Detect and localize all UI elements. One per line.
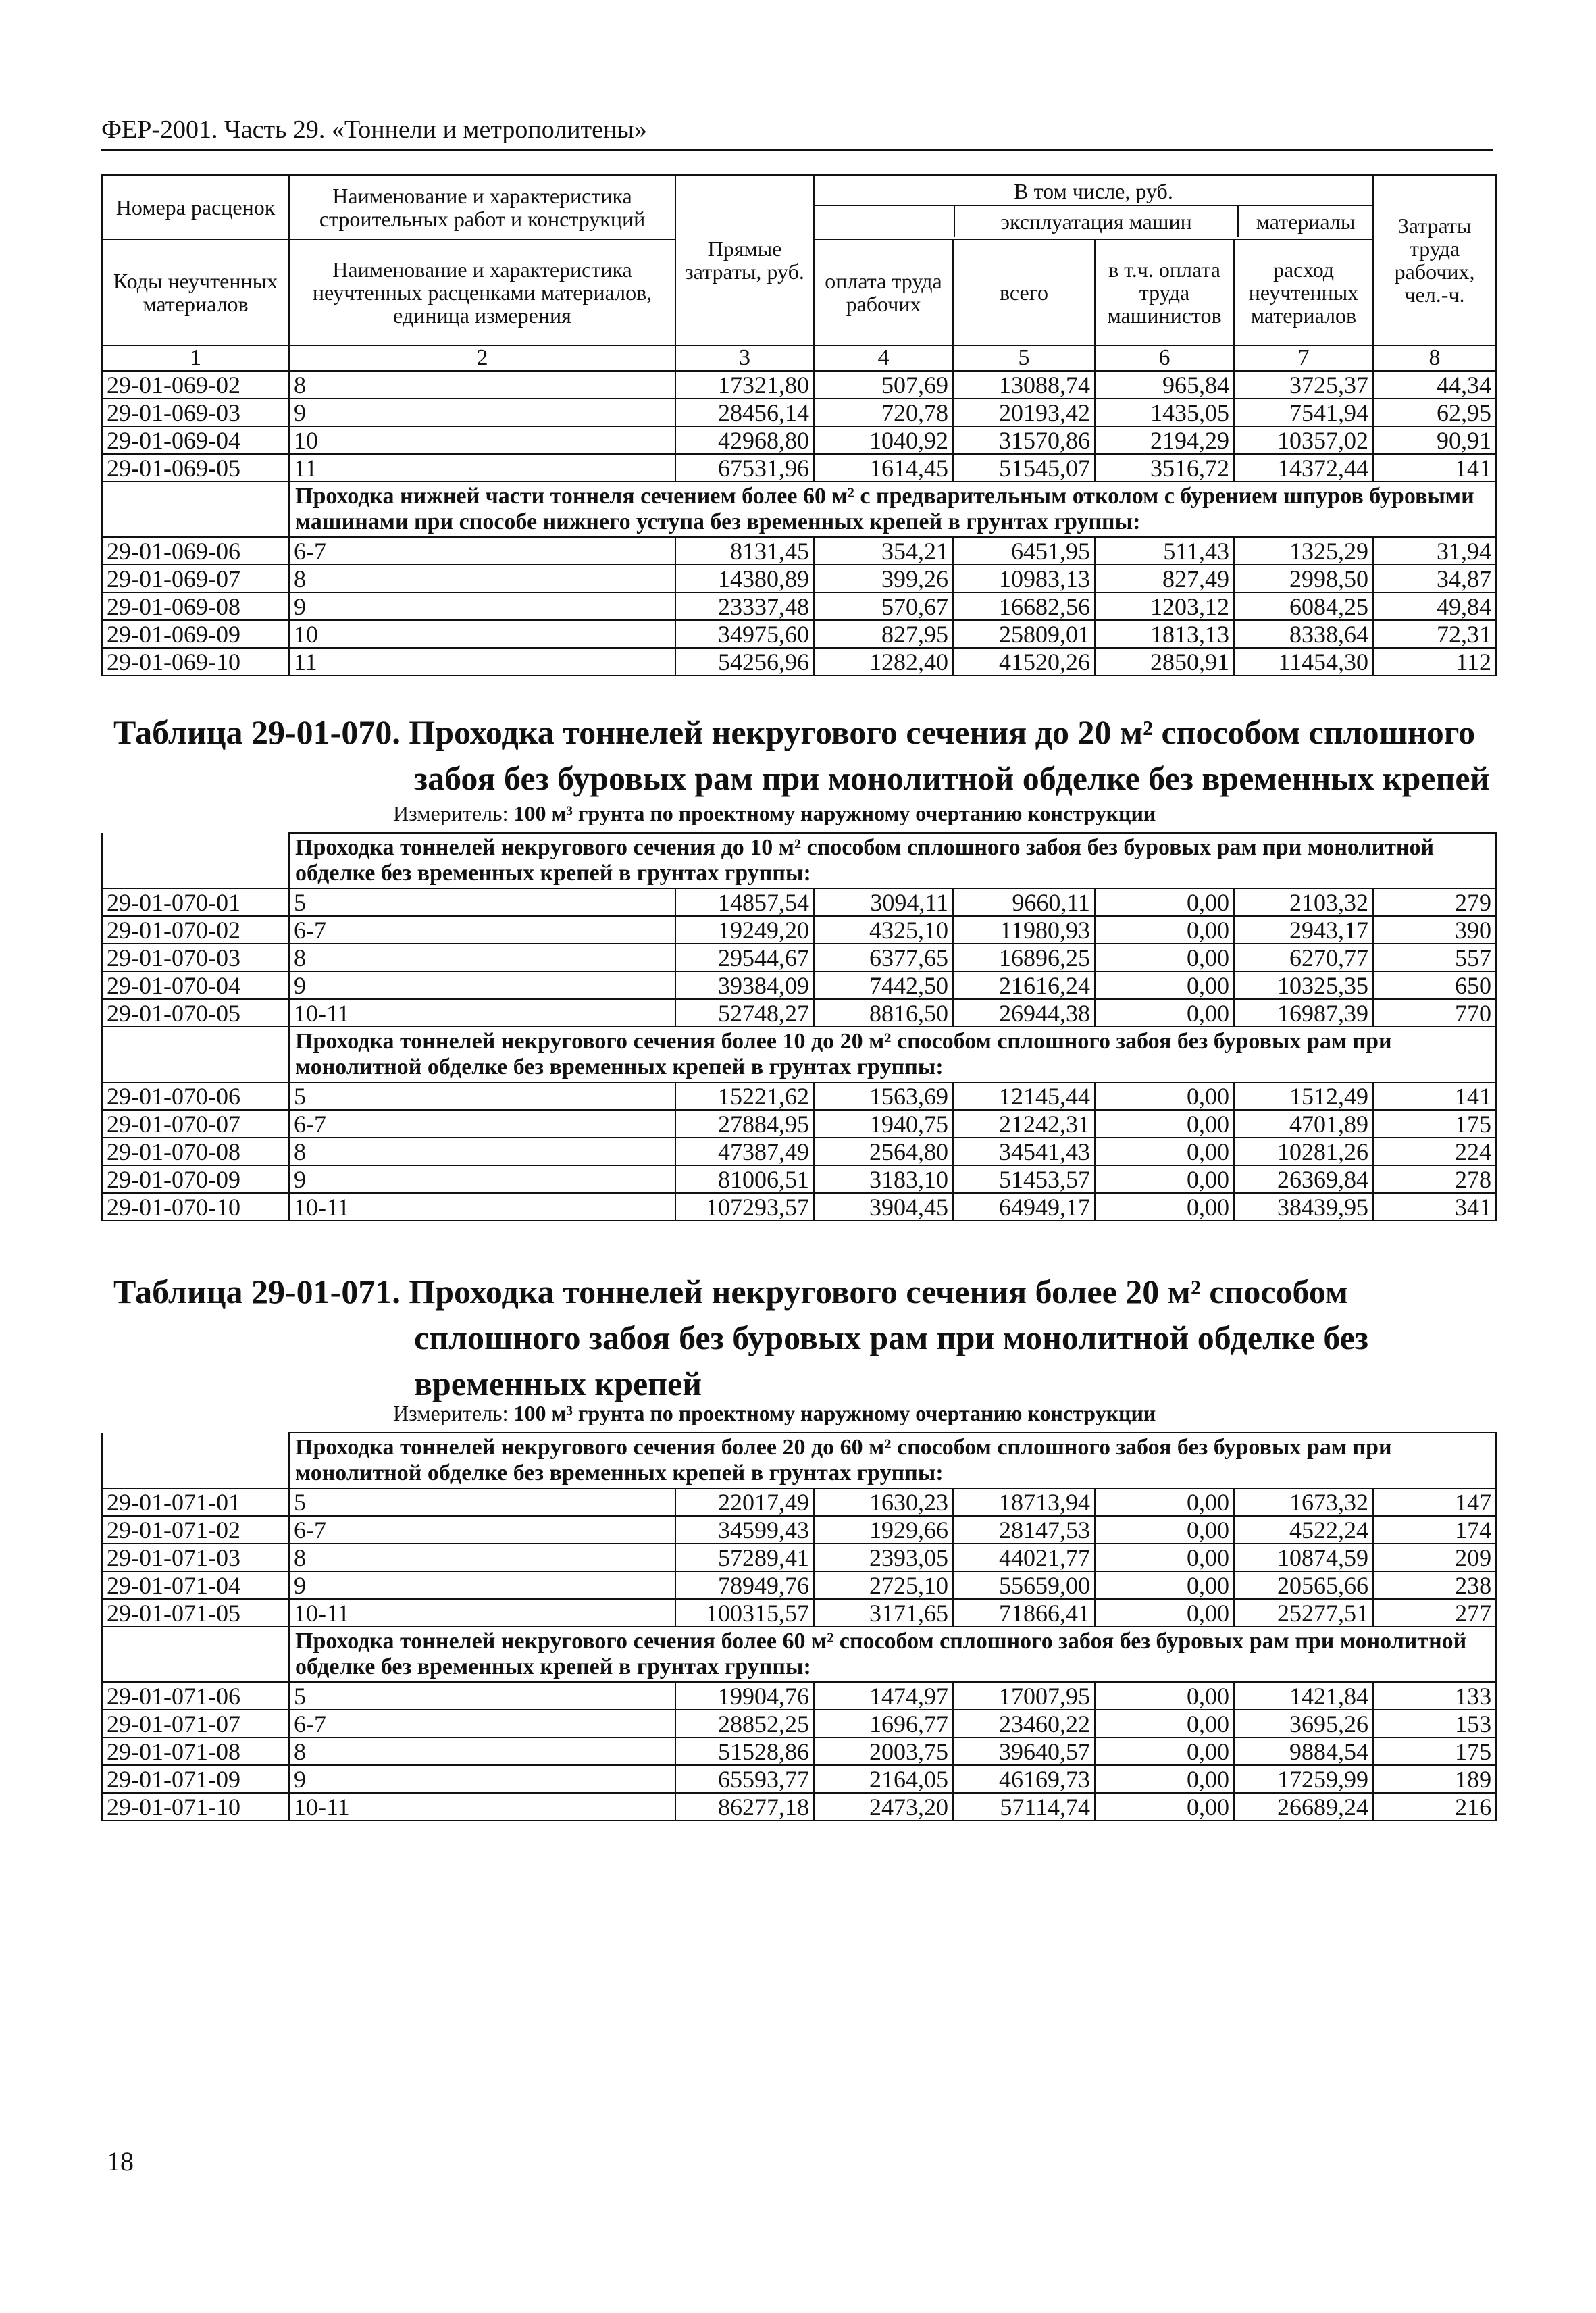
- rate-code: 29-01-071-07: [102, 1710, 289, 1737]
- table-row: [102, 1488, 1496, 1516]
- cost-value: 153: [1373, 1710, 1496, 1737]
- soil-group: 6-7: [289, 537, 675, 565]
- table-row: [102, 1110, 1496, 1138]
- col-incl-header: В том числе, руб. эксплуатация машин материалы: [814, 175, 1373, 240]
- rate-code: 29-01-071-01: [102, 1488, 289, 1516]
- cost-value: 1474,97: [814, 1682, 953, 1710]
- cost-value: 15221,62: [675, 1082, 814, 1110]
- col-index: 5: [953, 345, 1095, 371]
- col-index: 2: [289, 345, 675, 371]
- cost-value: 8131,45: [675, 537, 814, 565]
- rate-code: 29-01-070-10: [102, 1193, 289, 1221]
- cost-value: 3725,37: [1234, 371, 1373, 399]
- cost-value: 16682,56: [953, 592, 1095, 620]
- cost-value: 3171,65: [814, 1599, 953, 1627]
- col-index: 4: [814, 345, 953, 371]
- table-row: [102, 648, 1496, 676]
- cost-value: 21242,31: [953, 1110, 1095, 1138]
- table-row: [102, 1710, 1496, 1737]
- cost-value: 1929,66: [814, 1516, 953, 1544]
- table-row: [102, 426, 1496, 454]
- rate-code: 29-01-070-04: [102, 971, 289, 999]
- cost-value: 41520,26: [953, 648, 1095, 676]
- cost-value: 51528,86: [675, 1737, 814, 1765]
- cost-value: 47387,49: [675, 1138, 814, 1165]
- rate-code: 29-01-071-02: [102, 1516, 289, 1544]
- soil-group: 8: [289, 1737, 675, 1765]
- cost-value: 42968,80: [675, 426, 814, 454]
- cost-value: 827,49: [1095, 565, 1234, 592]
- cost-value: 1673,32: [1234, 1488, 1373, 1516]
- cost-value: 507,69: [814, 371, 953, 399]
- cost-value: 4701,89: [1234, 1110, 1373, 1138]
- col-labor-cost-header: Затраты труда рабочих, чел.-ч.: [1373, 175, 1496, 345]
- rates-table-070: [101, 832, 1497, 1221]
- cost-value: 4522,24: [1234, 1516, 1373, 1544]
- page-header: ФЕР-2001. Часть 29. «Тоннели и метрополитены»: [101, 113, 1493, 151]
- cost-value: 2564,80: [814, 1138, 953, 1165]
- cost-value: 1325,29: [1234, 537, 1373, 565]
- cost-value: 0,00: [1095, 971, 1234, 999]
- soil-group: 10-11: [289, 1793, 675, 1821]
- cost-value: 71866,41: [953, 1599, 1095, 1627]
- rate-code: 29-01-069-02: [102, 371, 289, 399]
- cost-value: 26369,84: [1234, 1165, 1373, 1193]
- cost-value: 64949,17: [953, 1193, 1095, 1221]
- cost-value: 557: [1373, 944, 1496, 971]
- soil-group: 10-11: [289, 999, 675, 1027]
- soil-group: 5: [289, 1488, 675, 1516]
- col-machines-total-header: всего: [953, 240, 1095, 345]
- soil-group: 5: [289, 1082, 675, 1110]
- cost-value: 19904,76: [675, 1682, 814, 1710]
- cost-value: 0,00: [1095, 1737, 1234, 1765]
- cost-value: 141: [1373, 454, 1496, 482]
- cost-value: 0,00: [1095, 1516, 1234, 1544]
- rate-code: 29-01-069-04: [102, 426, 289, 454]
- cost-value: 13088,74: [953, 371, 1095, 399]
- cost-value: 6084,25: [1234, 592, 1373, 620]
- cost-value: 354,21: [814, 537, 953, 565]
- rate-code: 29-01-070-03: [102, 944, 289, 971]
- soil-group: 9: [289, 399, 675, 426]
- section-heading: Проходка тоннелей некругового сечения более 60 м² способом сплошного забоя без буровых рам при монолитной обделке без временных крепей в грунтах группы:: [289, 1627, 1496, 1682]
- cost-value: 14380,89: [675, 565, 814, 592]
- cost-value: 44021,77: [953, 1544, 1095, 1571]
- cost-value: 827,95: [814, 620, 953, 648]
- page-number: 18: [107, 2146, 134, 2177]
- cost-value: 10357,02: [1234, 426, 1373, 454]
- soil-group: 8: [289, 1544, 675, 1571]
- cost-value: 0,00: [1095, 916, 1234, 944]
- cost-value: 2725,10: [814, 1571, 953, 1599]
- cost-value: 2998,50: [1234, 565, 1373, 592]
- soil-group: 8: [289, 565, 675, 592]
- table-row: [102, 1599, 1496, 1627]
- cost-value: 1614,45: [814, 454, 953, 482]
- cost-value: 19249,20: [675, 916, 814, 944]
- cost-value: 17007,95: [953, 1682, 1095, 1710]
- table-title-071: Таблица 29-01-071. Проходка тоннелей некругового сечения более 20 м² способом сплошного забоя без буровых рам при монолитной обделке без временных крепей: [113, 1273, 1368, 1402]
- cost-value: 1282,40: [814, 648, 953, 676]
- cost-value: 10325,35: [1234, 971, 1373, 999]
- table-row: [102, 944, 1496, 971]
- cost-value: 39384,09: [675, 971, 814, 999]
- soil-group: 6-7: [289, 1110, 675, 1138]
- col-num-header: Номера расценок: [102, 175, 289, 240]
- soil-group: 11: [289, 648, 675, 676]
- cost-value: 175: [1373, 1110, 1496, 1138]
- col-materials-header: расход неучтенных материалов: [1234, 240, 1373, 345]
- table-row: [102, 592, 1496, 620]
- cost-value: 54256,96: [675, 648, 814, 676]
- table-title-070: Таблица 29-01-070. Проходка тоннелей некругового сечения до 20 м² способом сплошного забоя без буровых рам при монолитной обделке без временных крепей: [113, 713, 1490, 797]
- soil-group: 9: [289, 592, 675, 620]
- cost-value: 55659,00: [953, 1571, 1095, 1599]
- soil-group: 8: [289, 944, 675, 971]
- cost-value: 62,95: [1373, 399, 1496, 426]
- soil-group: 9: [289, 1165, 675, 1193]
- cost-value: 14372,44: [1234, 454, 1373, 482]
- cost-value: 9884,54: [1234, 1737, 1373, 1765]
- cost-value: 112: [1373, 648, 1496, 676]
- soil-group: 9: [289, 1571, 675, 1599]
- cost-value: 20193,42: [953, 399, 1095, 426]
- cost-value: 25809,01: [953, 620, 1095, 648]
- cost-value: 1512,49: [1234, 1082, 1373, 1110]
- cost-value: 86277,18: [675, 1793, 814, 1821]
- cost-value: 90,91: [1373, 426, 1496, 454]
- rate-code: 29-01-069-07: [102, 565, 289, 592]
- cost-value: 0,00: [1095, 999, 1234, 1027]
- cost-value: 0,00: [1095, 1138, 1234, 1165]
- table-row: [102, 999, 1496, 1027]
- cost-value: 720,78: [814, 399, 953, 426]
- cost-value: 67531,96: [675, 454, 814, 482]
- rate-code: 29-01-070-06: [102, 1082, 289, 1110]
- cost-value: 2103,32: [1234, 888, 1373, 916]
- cost-value: 31570,86: [953, 426, 1095, 454]
- cost-value: 224: [1373, 1138, 1496, 1165]
- cost-value: 20565,66: [1234, 1571, 1373, 1599]
- cost-value: 26944,38: [953, 999, 1095, 1027]
- table-row: [102, 371, 1496, 399]
- soil-group: 8: [289, 1138, 675, 1165]
- rate-code: 29-01-071-09: [102, 1765, 289, 1793]
- cost-value: 51453,57: [953, 1165, 1095, 1193]
- cost-value: 2473,20: [814, 1793, 953, 1821]
- soil-group: 9: [289, 971, 675, 999]
- cost-value: 0,00: [1095, 1110, 1234, 1138]
- cost-value: 78949,76: [675, 1571, 814, 1599]
- cost-value: 1696,77: [814, 1710, 953, 1737]
- cost-value: 34,87: [1373, 565, 1496, 592]
- table-row: [102, 1544, 1496, 1571]
- col-index: 3: [675, 345, 814, 371]
- col-direct-header: Прямые затраты, руб.: [675, 175, 814, 345]
- cost-value: 390: [1373, 916, 1496, 944]
- table-row: [102, 1193, 1496, 1221]
- cost-value: 133: [1373, 1682, 1496, 1710]
- soil-group: 10: [289, 426, 675, 454]
- cost-value: 1813,13: [1095, 620, 1234, 648]
- soil-group: 10-11: [289, 1193, 675, 1221]
- cost-value: 147: [1373, 1488, 1496, 1516]
- cost-value: 72,31: [1373, 620, 1496, 648]
- cost-value: 23337,48: [675, 592, 814, 620]
- rate-code: 29-01-071-06: [102, 1682, 289, 1710]
- cost-value: 28852,25: [675, 1710, 814, 1737]
- cost-value: 0,00: [1095, 1544, 1234, 1571]
- soil-group: 8: [289, 371, 675, 399]
- table-row: [102, 1737, 1496, 1765]
- cost-value: 4325,10: [814, 916, 953, 944]
- table-row: [102, 1765, 1496, 1793]
- cost-value: 34541,43: [953, 1138, 1095, 1165]
- cost-value: 570,67: [814, 592, 953, 620]
- cost-value: 174: [1373, 1516, 1496, 1544]
- cost-value: 7442,50: [814, 971, 953, 999]
- cost-value: 175: [1373, 1737, 1496, 1765]
- rate-code: 29-01-069-06: [102, 537, 289, 565]
- cost-value: 17259,99: [1234, 1765, 1373, 1793]
- table-row: [102, 1682, 1496, 1710]
- soil-group: 10: [289, 620, 675, 648]
- rates-table-071: [101, 1432, 1497, 1821]
- cost-value: 31,94: [1373, 537, 1496, 565]
- col-machines-pay-header: в т.ч. оплата труда машинистов: [1095, 240, 1234, 345]
- section-heading: Проходка тоннелей некругового сечения более 20 до 60 м² способом сплошного забоя без буровых рам при монолитной обделке без временных крепей в грунтах группы:: [289, 1433, 1496, 1488]
- cost-value: 28147,53: [953, 1516, 1095, 1544]
- cost-value: 0,00: [1095, 1165, 1234, 1193]
- cost-value: 1630,23: [814, 1488, 953, 1516]
- cost-value: 1040,92: [814, 426, 953, 454]
- cost-value: 38439,95: [1234, 1193, 1373, 1221]
- soil-group: 6-7: [289, 916, 675, 944]
- cost-value: 18713,94: [953, 1488, 1095, 1516]
- section-heading: Проходка нижней части тоннеля сечением более 60 м² с предварительным отколом с бурением шпуров буровыми машинами при способе нижнего уступа без временных крепей в грунтах группы:: [289, 482, 1496, 537]
- rate-code: 29-01-071-05: [102, 1599, 289, 1627]
- cost-value: 1203,12: [1095, 592, 1234, 620]
- cost-value: 11980,93: [953, 916, 1095, 944]
- col-code-header: Коды неучтенных материалов: [102, 240, 289, 345]
- cost-value: 238: [1373, 1571, 1496, 1599]
- cost-value: 10983,13: [953, 565, 1095, 592]
- measure-unit: Измеритель: 100 м³ грунта по проектному наружному очертанию конструкции: [393, 801, 1156, 825]
- cost-value: 0,00: [1095, 1682, 1234, 1710]
- cost-value: 6451,95: [953, 537, 1095, 565]
- col-index: 8: [1373, 345, 1496, 371]
- cost-value: 11454,30: [1234, 648, 1373, 676]
- rate-code: 29-01-070-02: [102, 916, 289, 944]
- rate-code: 29-01-071-10: [102, 1793, 289, 1821]
- cost-value: 1435,05: [1095, 399, 1234, 426]
- soil-group: 6-7: [289, 1516, 675, 1544]
- table-row: [102, 399, 1496, 426]
- cost-value: 1940,75: [814, 1110, 953, 1138]
- cost-value: 16987,39: [1234, 999, 1373, 1027]
- rate-code: 29-01-070-07: [102, 1110, 289, 1138]
- cost-value: 2194,29: [1095, 426, 1234, 454]
- cost-value: 46169,73: [953, 1765, 1095, 1793]
- col-index: 7: [1234, 345, 1373, 371]
- rate-code: 29-01-069-03: [102, 399, 289, 426]
- cost-value: 26689,24: [1234, 1793, 1373, 1821]
- section-heading: Проходка тоннелей некругового сечения более 10 до 20 м² способом сплошного забоя без буровых рам при монолитной обделке без временных крепей в грунтах группы:: [289, 1027, 1496, 1082]
- rate-code: 29-01-070-08: [102, 1138, 289, 1165]
- rate-code: 29-01-070-01: [102, 888, 289, 916]
- cost-value: 209: [1373, 1544, 1496, 1571]
- table-row: [102, 1138, 1496, 1165]
- cost-value: 277: [1373, 1599, 1496, 1627]
- table-row: [102, 1793, 1496, 1821]
- soil-group: 9: [289, 1765, 675, 1793]
- cost-value: 3904,45: [814, 1193, 953, 1221]
- cost-value: 3183,10: [814, 1165, 953, 1193]
- measure-unit: Измеритель: 100 м³ грунта по проектному наружному очертанию конструкции: [393, 1401, 1156, 1425]
- cost-value: 6377,65: [814, 944, 953, 971]
- rate-code: 29-01-070-05: [102, 999, 289, 1027]
- col-name-header: Наименование и характеристика строительных работ и конструкций: [289, 175, 675, 240]
- cost-value: 1563,69: [814, 1082, 953, 1110]
- cost-value: 0,00: [1095, 1082, 1234, 1110]
- cost-value: 0,00: [1095, 1599, 1234, 1627]
- cost-value: 3516,72: [1095, 454, 1234, 482]
- cost-value: 965,84: [1095, 371, 1234, 399]
- cost-value: 34975,60: [675, 620, 814, 648]
- cost-value: 279: [1373, 888, 1496, 916]
- table-row: [102, 454, 1496, 482]
- cost-value: 17321,80: [675, 371, 814, 399]
- cost-value: 0,00: [1095, 1793, 1234, 1821]
- cost-value: 2003,75: [814, 1737, 953, 1765]
- table-row: [102, 620, 1496, 648]
- cost-value: 0,00: [1095, 1193, 1234, 1221]
- cost-value: 399,26: [814, 565, 953, 592]
- cost-value: 27884,95: [675, 1110, 814, 1138]
- cost-value: 0,00: [1095, 944, 1234, 971]
- cost-value: 6270,77: [1234, 944, 1373, 971]
- cost-value: 100315,57: [675, 1599, 814, 1627]
- cost-value: 57289,41: [675, 1544, 814, 1571]
- cost-value: 341: [1373, 1193, 1496, 1221]
- cost-value: 8816,50: [814, 999, 953, 1027]
- table-row: [102, 537, 1496, 565]
- cost-value: 49,84: [1373, 592, 1496, 620]
- rate-code: 29-01-069-10: [102, 648, 289, 676]
- soil-group: 10-11: [289, 1599, 675, 1627]
- cost-value: 216: [1373, 1793, 1496, 1821]
- table-row: [102, 916, 1496, 944]
- rate-code: 29-01-069-05: [102, 454, 289, 482]
- cost-value: 2164,05: [814, 1765, 953, 1793]
- cost-value: 7541,94: [1234, 399, 1373, 426]
- cost-value: 3094,11: [814, 888, 953, 916]
- cost-value: 44,34: [1373, 371, 1496, 399]
- cost-value: 57114,74: [953, 1793, 1095, 1821]
- rate-code: 29-01-069-09: [102, 620, 289, 648]
- soil-group: 5: [289, 1682, 675, 1710]
- rate-code: 29-01-070-09: [102, 1165, 289, 1193]
- cost-value: 34599,43: [675, 1516, 814, 1544]
- cost-value: 29544,67: [675, 944, 814, 971]
- cost-value: 22017,49: [675, 1488, 814, 1516]
- table-row: [102, 1571, 1496, 1599]
- cost-value: 9660,11: [953, 888, 1095, 916]
- cost-value: 2850,91: [1095, 648, 1234, 676]
- cost-value: 52748,27: [675, 999, 814, 1027]
- cost-value: 12145,44: [953, 1082, 1095, 1110]
- cost-value: 770: [1373, 999, 1496, 1027]
- cost-value: 1421,84: [1234, 1682, 1373, 1710]
- cost-value: 28456,14: [675, 399, 814, 426]
- rate-code: 29-01-069-08: [102, 592, 289, 620]
- col-index: 6: [1095, 345, 1234, 371]
- cost-value: 0,00: [1095, 1571, 1234, 1599]
- cost-value: 0,00: [1095, 888, 1234, 916]
- cost-value: 511,43: [1095, 537, 1234, 565]
- cost-value: 51545,07: [953, 454, 1095, 482]
- cost-value: 21616,24: [953, 971, 1095, 999]
- cost-value: 23460,22: [953, 1710, 1095, 1737]
- cost-value: 2393,05: [814, 1544, 953, 1571]
- cost-value: 278: [1373, 1165, 1496, 1193]
- table-row: [102, 1082, 1496, 1110]
- col-index: 1: [102, 345, 289, 371]
- cost-value: 3695,26: [1234, 1710, 1373, 1737]
- cost-value: 141: [1373, 1082, 1496, 1110]
- table-row: [102, 1165, 1496, 1193]
- table-row: [102, 971, 1496, 999]
- section-heading: Проходка тоннелей некругового сечения до 10 м² способом сплошного забоя без буровых рам при монолитной обделке без временных крепей в грунтах группы:: [289, 833, 1496, 888]
- cost-value: 0,00: [1095, 1710, 1234, 1737]
- table-row: [102, 565, 1496, 592]
- soil-group: 5: [289, 888, 675, 916]
- cost-value: 14857,54: [675, 888, 814, 916]
- table-row: [102, 1516, 1496, 1544]
- cost-value: 10874,59: [1234, 1544, 1373, 1571]
- cost-value: 10281,26: [1234, 1138, 1373, 1165]
- cost-value: 39640,57: [953, 1737, 1095, 1765]
- cost-value: 650: [1373, 971, 1496, 999]
- soil-group: 6-7: [289, 1710, 675, 1737]
- table-row: [102, 888, 1496, 916]
- cost-value: 107293,57: [675, 1193, 814, 1221]
- cost-value: 0,00: [1095, 1765, 1234, 1793]
- col-material-header: Наименование и характеристика неучтенных расценками материалов, единица измерения: [289, 240, 675, 345]
- cost-value: 8338,64: [1234, 620, 1373, 648]
- rate-code: 29-01-071-04: [102, 1571, 289, 1599]
- rate-code: 29-01-071-08: [102, 1737, 289, 1765]
- col-labor-pay-header: оплата труда рабочих: [814, 240, 953, 345]
- cost-value: 25277,51: [1234, 1599, 1373, 1627]
- cost-value: 16896,25: [953, 944, 1095, 971]
- cost-value: 189: [1373, 1765, 1496, 1793]
- soil-group: 11: [289, 454, 675, 482]
- cost-value: 81006,51: [675, 1165, 814, 1193]
- rate-code: 29-01-071-03: [102, 1544, 289, 1571]
- rates-table-069: [101, 174, 1497, 676]
- cost-value: 65593,77: [675, 1765, 814, 1793]
- cost-value: 0,00: [1095, 1488, 1234, 1516]
- cost-value: 2943,17: [1234, 916, 1373, 944]
